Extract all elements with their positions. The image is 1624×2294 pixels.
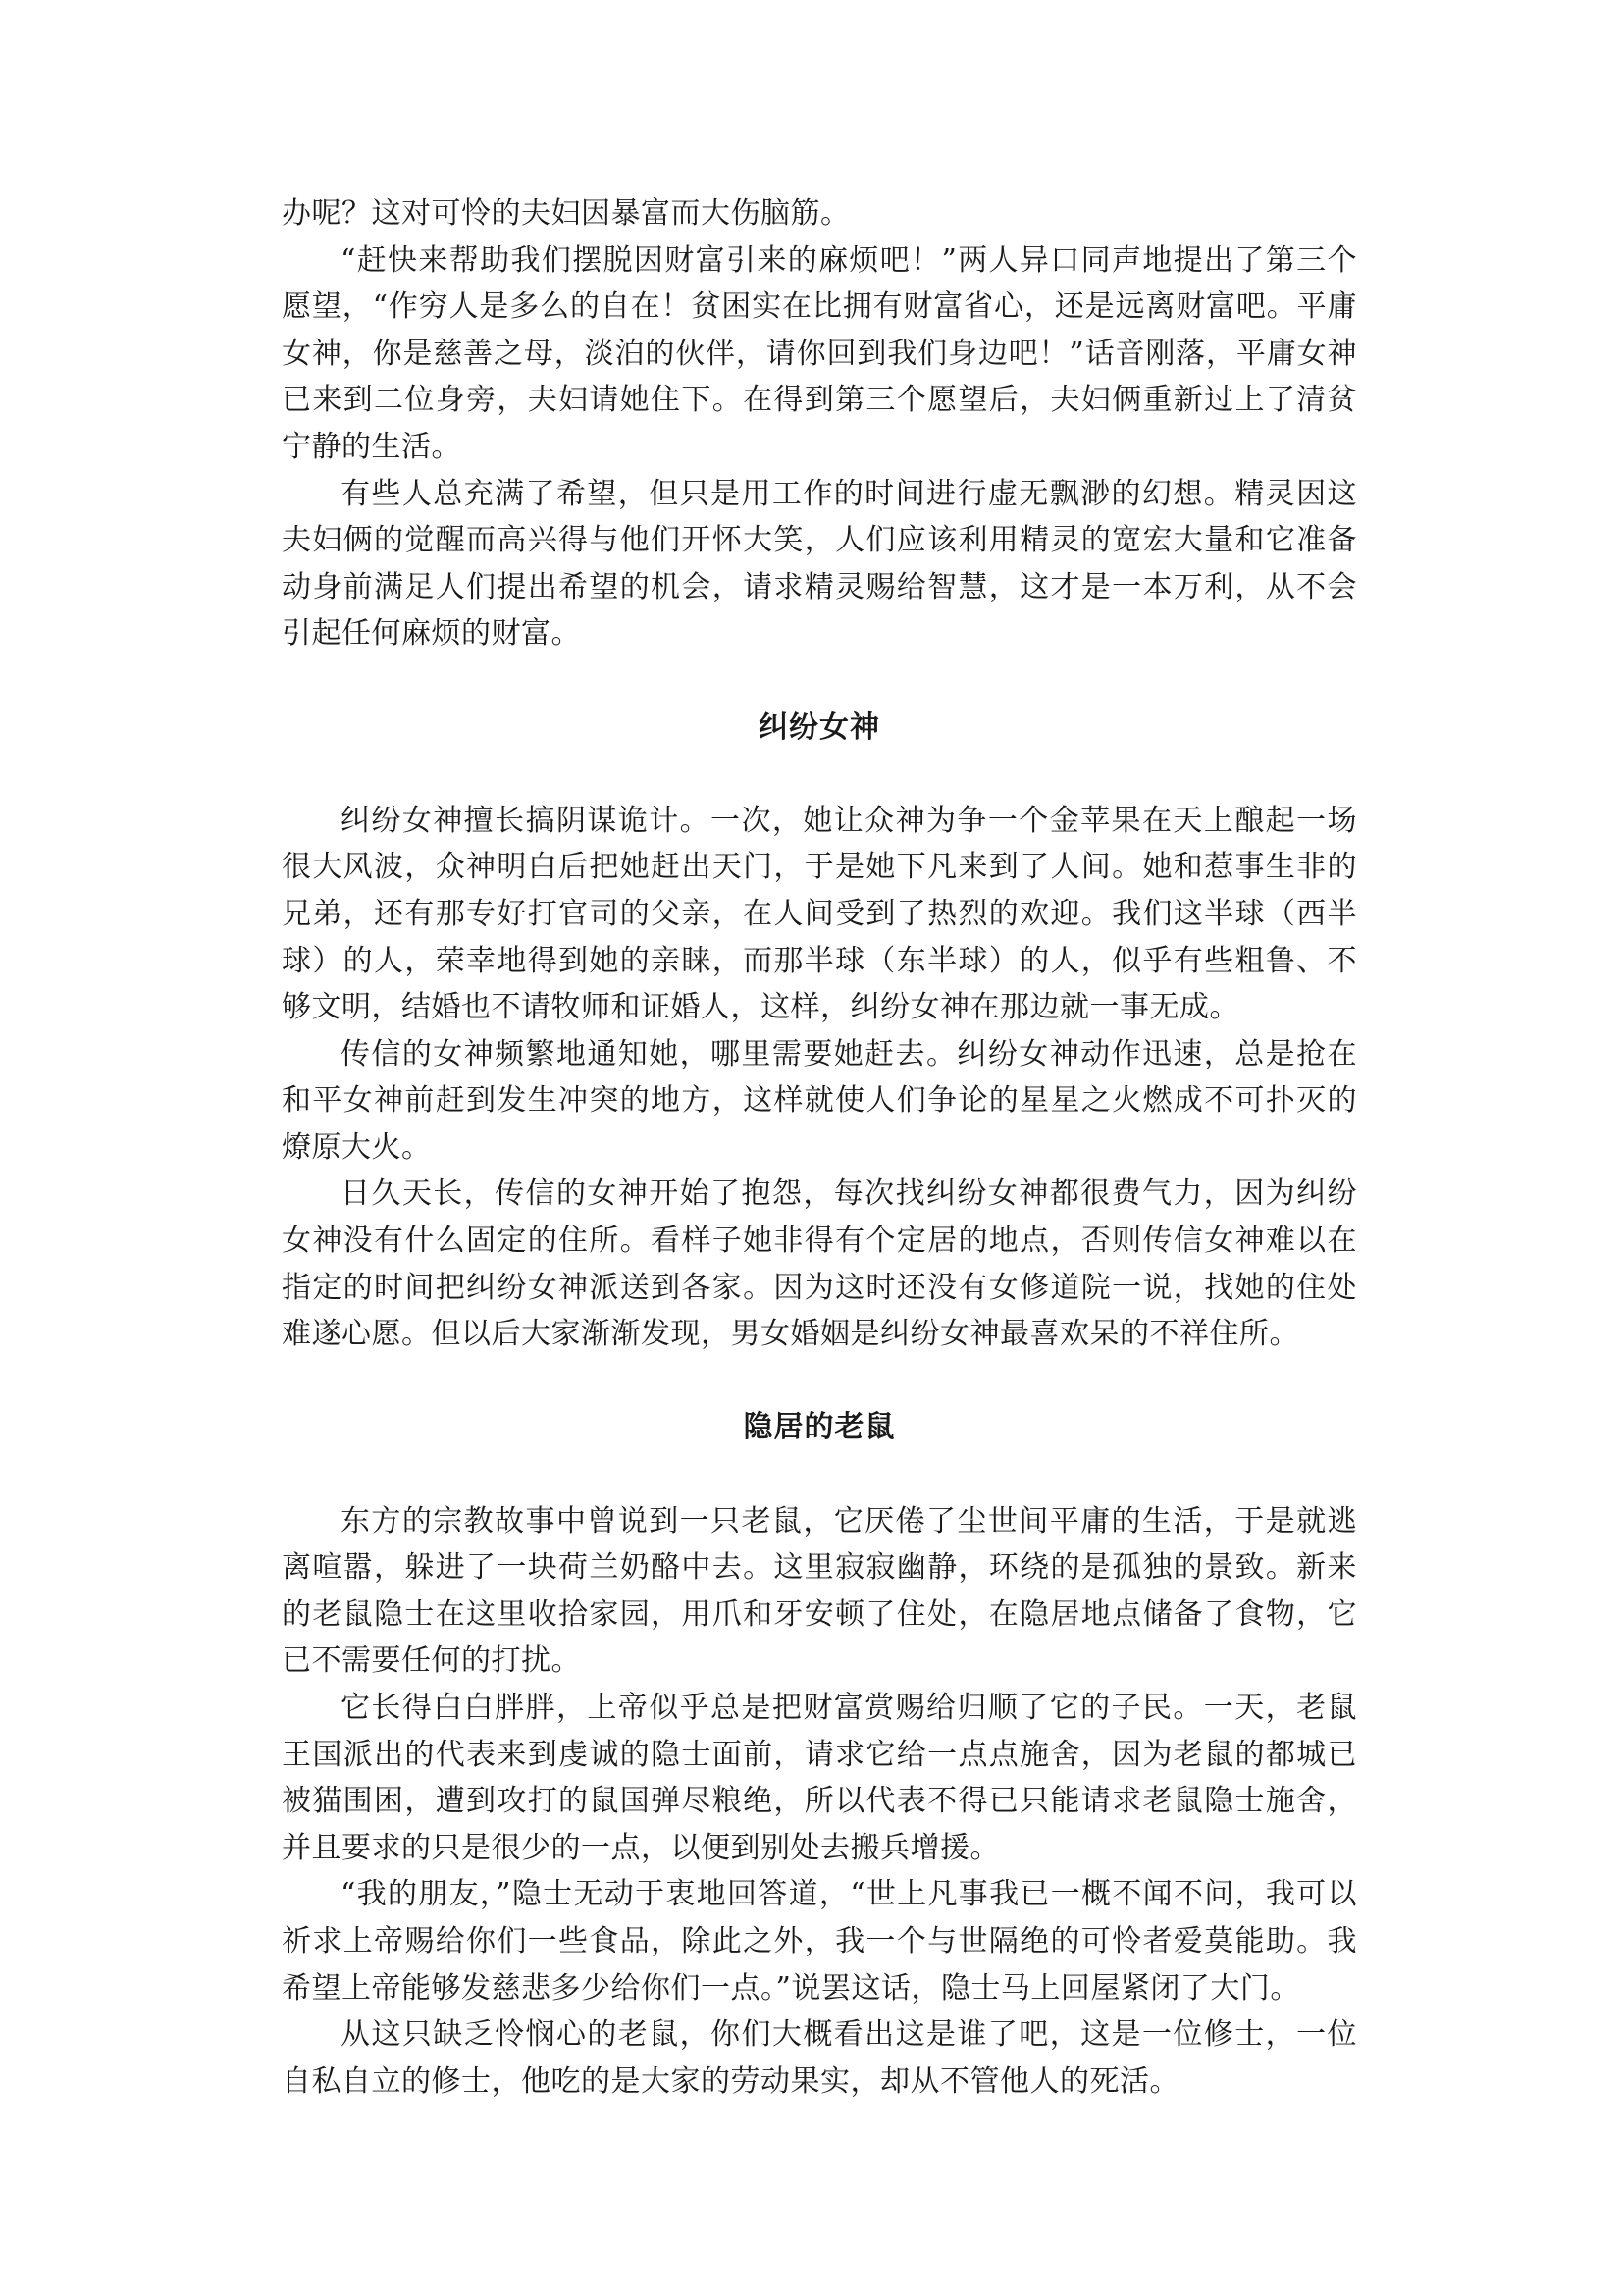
paragraph: 纠纷女神擅长搞阴谋诡计。一次，她让众神为争一个金苹果在天上酿起一场很大风波，众神明白后把她赶出天门，于是她下凡来到了人间。她和惹事生非的兄弟，还有那专好打官司的父亲，在人间受到了热烈的欢迎。我们这半球（西半球）的人，荣幸地得到她的亲睐，而那半球（东半球）的人，似乎有些粗鲁、不够文明，结婚也不请牧师和证婚人，这样，纠纷女神在那边就一事无成。 xyxy=(282,803,1357,1025)
section-title: 隐居的老鼠 xyxy=(743,1410,896,1445)
section-title: 纠纷女神 xyxy=(759,709,880,745)
paragraph: 传信的女神频繁地通知她，哪里需要她赶去。纠纷女神动作迅速，总是抢在和平女神前赶到发生冲突的地方，这样就使人们争论的星星之火燃成不可扑灭的燎原大火。 xyxy=(282,1036,1357,1165)
story-discord-goddess xyxy=(282,704,1357,1358)
paragraph: “我的朋友，”隐士无动于衷地回答道，“世上凡事我已一概不闻不问，我可以祈求上帝赐给你们一些食品，除此之外，我一个与世隔绝的可怜者爱莫能助。我希望上帝能够发慈悲多少给你们一点。”说罢这话，隐士马上回屋紧闭了大门。 xyxy=(282,1877,1357,2006)
paragraph: 有些人总充满了希望，但只是用工作的时间进行虚无飘渺的幻想。精灵因这夫妇俩的觉醒而高兴得与他们开怀大笑，人们应该利用精灵的宽宏大量和它准备动身前满足人们提出希望的机会，请求精灵赐给智慧，这才是一本万利，从不会引起任何麻烦的财富。 xyxy=(282,476,1357,652)
paragraph: 东方的宗教故事中曾说到一只老鼠，它厌倦了尘世间平庸的生活，于是就逃离喧嚣，躲进了一块荷兰奶酪中去。这里寂寂幽静，环绕的是孤独的景致。新来的老鼠隐士在这里收拾家园，用爪和牙安顿了住处，在隐居地点储备了食物，它已不需要任何的打扰。 xyxy=(282,1503,1357,1679)
paragraph: 办呢？这对可怜的夫妇因暴富而大伤脑筋。 xyxy=(282,196,851,231)
paragraph: “赶快来帮助我们摆脱因财富引来的麻烦吧！”两人异口同声地提出了第三个愿望，“作穷人是多么的自在！贫困实在比拥有财富省心，还是远离财富吧。平庸女神，你是慈善之母，淡泊的伙伴，请你回到我们身边吧！”话音刚落，平庸女神已来到二位身旁，夫妇请她住下。在得到第三个愿望后，夫妇俩重新过上了清贫宁静的生活。 xyxy=(282,242,1357,464)
section-spacer xyxy=(282,1358,1357,1405)
section-spacer xyxy=(282,657,1357,704)
paragraph: 日久天长，传信的女神开始了抱怨，每次找纠纷女神都很费气力，因为纠纷女神没有什么固定的住所。看样子她非得有个定居的地点，否则传信女神难以在指定的时间把纠纷女神派送到各家。因为这时还没有女修道院一说，找她的住处难遂心愿。但以后大家渐渐发现，男女婚姻是纠纷女神最喜欢呆的不祥住所。 xyxy=(282,1176,1357,1352)
paragraph: 它长得白白胖胖，上帝似乎总是把财富赏赐给归顺了它的子民。一天，老鼠王国派出的代表来到虔诚的隐士面前，请求它给一点点施舍，因为老鼠的都城已被猫围困，遭到攻打的鼠国弹尽粮绝，所以代表不得已只能请求老鼠隐士施舍，并且要求的只是很少的一点，以便到别处去搬兵增援。 xyxy=(282,1691,1357,1865)
document-body xyxy=(282,190,1357,2105)
story-hermit-mouse xyxy=(282,1404,1357,2105)
story-continuation xyxy=(282,190,1357,657)
title-spacer xyxy=(282,1451,1357,1498)
paragraph: 从这只缺乏怜悯心的老鼠，你们大概看出这是谁了吧，这是一位修士，一位自私自立的修士，他吃的是大家的劳动果实，却从不管他人的死活。 xyxy=(282,2017,1357,2099)
title-spacer xyxy=(282,751,1357,798)
